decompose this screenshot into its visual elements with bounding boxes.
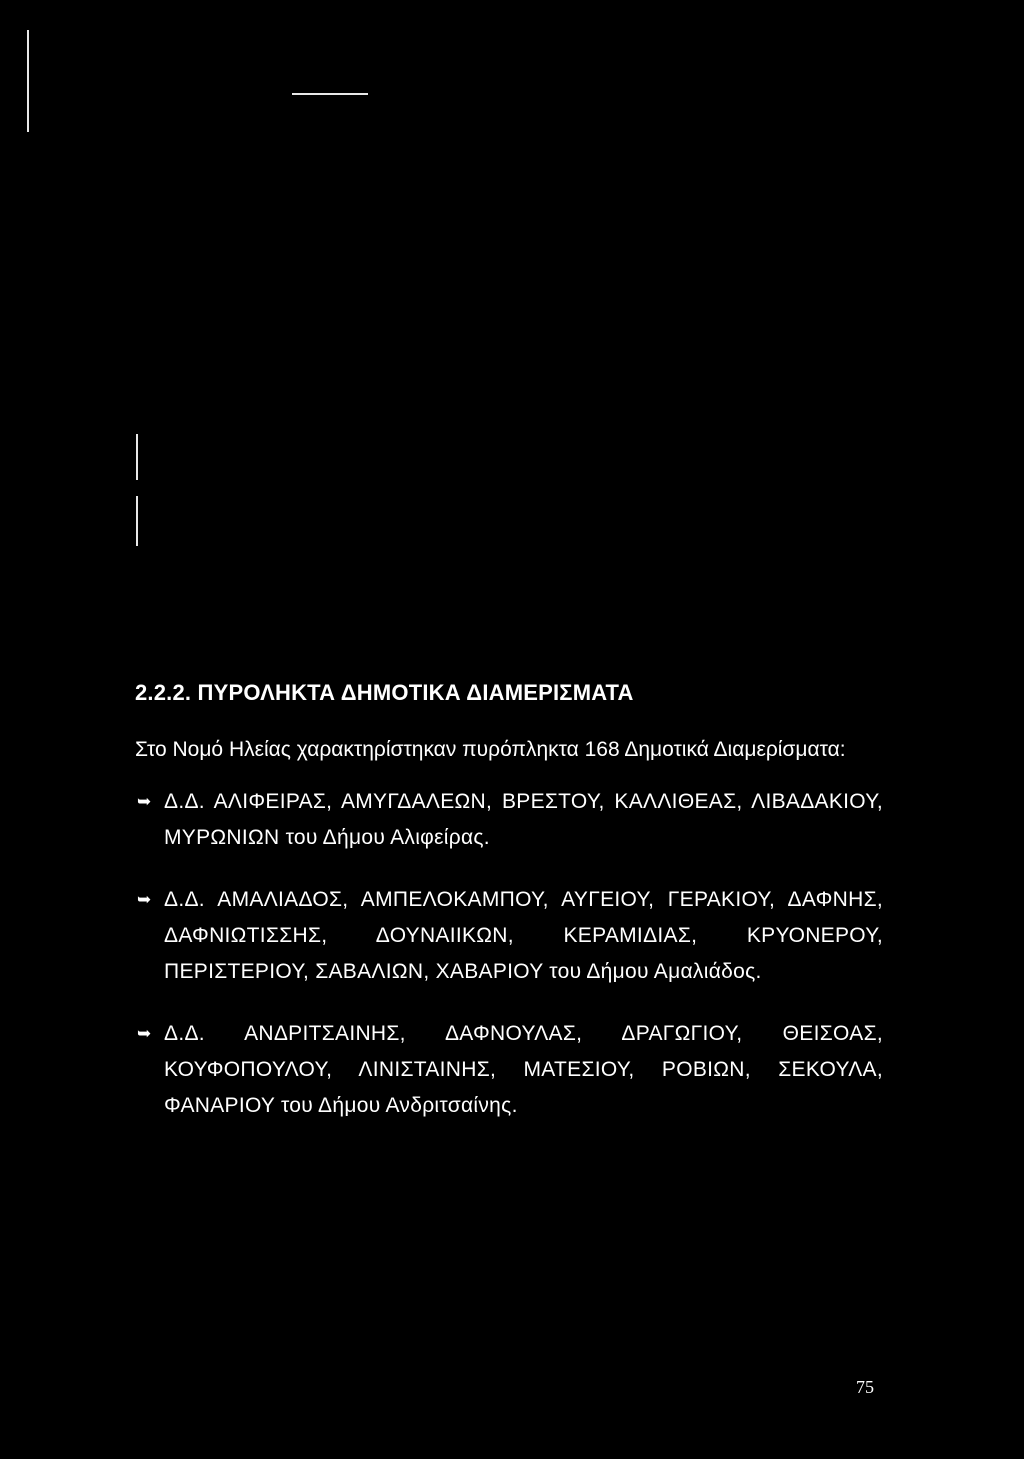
page-number: 75 bbox=[856, 1377, 874, 1397]
arrow-bullet-icon: ➥ bbox=[137, 890, 152, 909]
scan-artifact-line bbox=[136, 434, 138, 480]
list-item-text: Δ.Δ. ΑΛΙΦΕΙΡΑΣ, ΑΜΥΓΔΑΛΕΩΝ, ΒΡΕΣΤΟΥ, ΚΑΛΛΙΘΕΑΣ, ΛΙΒΑΔΑΚΙΟΥ, ΜΥΡΩΝΙΩΝ του Δήμου Αλιφείρας. bbox=[164, 790, 883, 849]
arrow-bullet-icon: ➥ bbox=[137, 792, 152, 811]
scan-artifact-line bbox=[292, 93, 368, 95]
scan-artifact-line bbox=[27, 30, 29, 132]
list-item bbox=[135, 784, 883, 856]
list-item bbox=[135, 1016, 883, 1124]
list-item-text: Δ.Δ. ΑΝΔΡΙΤΣΑΙΝΗΣ, ΔΑΦΝΟΥΛΑΣ, ΔΡΑΓΩΓΙΟΥ, ΘΕΙΣΟΑΣ, ΚΟΥΦΟΠΟΥΛΟΥ, ΛΙΝΙΣΤΑΙΝΗΣ, ΜΑΤΕΣΙΟΥ, ΡΟΒΙΩΝ, ΣΕΚΟΥΛΑ, ΦΑΝΑΡΙΟΥ του Δήμου Ανδριτσαίνης. bbox=[164, 1022, 883, 1117]
district-list bbox=[135, 784, 883, 1124]
intro-paragraph: Στο Νομό Ηλείας χαρακτηρίστηκαν πυρόπληκτα 168 Δημοτικά Διαμερίσματα: bbox=[135, 738, 846, 761]
scan-artifact-line bbox=[136, 496, 138, 546]
arrow-bullet-icon: ➥ bbox=[137, 1024, 152, 1043]
section-heading: 2.2.2. ΠΥΡΟΛΗΚΤΑ ΔΗΜΟΤΙΚΑ ΔΙΑΜΕΡΙΣΜΑΤΑ bbox=[135, 680, 634, 705]
document-body bbox=[135, 676, 883, 1150]
list-item bbox=[135, 882, 883, 990]
list-item-text: Δ.Δ. ΑΜΑΛΙΑΔΟΣ, ΑΜΠΕΛΟΚΑΜΠΟΥ, ΑΥΓΕΙΟΥ, ΓΕΡΑΚΙΟΥ, ΔΑΦΝΗΣ, ΔΑΦΝΙΩΤΙΣΣΗΣ, ΔΟΥΝΑΙΙΚΩΝ, ΚΕΡΑΜΙΔΙΑΣ, ΚΡΥΟΝΕΡΟΥ, ΠΕΡΙΣΤΕΡΙΟΥ, ΣΑΒΑΛΙΩΝ, ΧΑΒΑΡΙΟΥ του Δήμου Αμαλιάδος. bbox=[164, 888, 883, 983]
